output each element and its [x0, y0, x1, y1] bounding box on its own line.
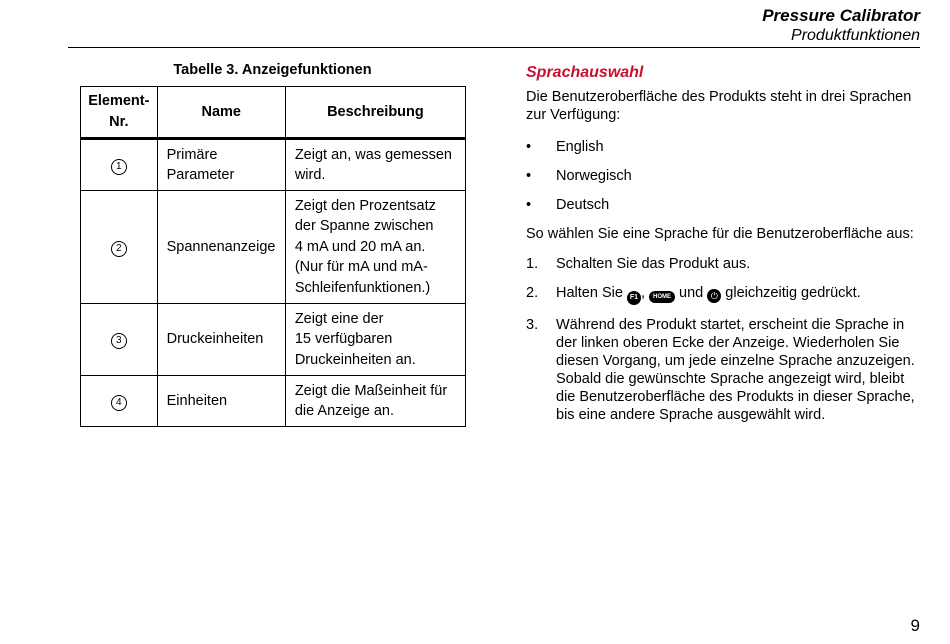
section-intro: Die Benutzeroberfläche des Produkts steht in drei Sprachen zur Verfügung: — [526, 89, 912, 123]
circled-number-icon: 4 — [111, 395, 127, 411]
table-caption: Tabelle 3. Anzeigefunktionen — [173, 62, 372, 78]
page-number: 9 — [910, 616, 920, 635]
element-number — [81, 376, 158, 427]
element-number — [81, 304, 158, 376]
desc-line: 15 verfügbaren — [294, 331, 393, 348]
desc-line: wird. — [294, 167, 326, 183]
section-heading: Sprachauswahl — [526, 64, 644, 81]
step-text: Halten Sie — [556, 285, 623, 301]
table-row — [81, 304, 466, 376]
element-number — [81, 139, 158, 191]
desc-line: die Anzeige an. — [294, 403, 394, 419]
table-row — [81, 191, 466, 304]
header-nr-label: Nr. — [109, 114, 129, 130]
element-name — [157, 376, 285, 427]
list-item — [526, 138, 926, 156]
home-key-icon: HOME — [649, 291, 675, 303]
name-line: Parameter — [166, 167, 235, 183]
step-number: 3. — [526, 317, 539, 333]
table-row — [81, 139, 466, 191]
list-item — [526, 167, 926, 185]
display-functions-table — [80, 86, 466, 427]
bullet-icon: • — [526, 168, 532, 184]
step-number: 2. — [526, 285, 539, 301]
element-description — [285, 139, 465, 191]
step-text: Während des Produkt startet, erscheint die Sprache in der linken oberen Ecke der Anzeige. Wiederholen Sie diesen Vorgang, um jede einzelne Sprache anzuzeigen. Sobald die gewünschte Sprache angezeigt wird, bleibt die Benutzeroberfläche des Produkts in dieser Sprache, bis eine andere Sprache ausgewählt wird. — [556, 317, 915, 423]
header-title: Pressure Calibrator — [762, 6, 920, 25]
element-name — [157, 304, 285, 376]
bullet-icon: • — [526, 197, 532, 213]
element-name — [157, 191, 285, 304]
circled-number-icon: 2 — [111, 241, 127, 257]
desc-line: Schleifenfunktionen.) — [294, 279, 431, 296]
desc-line: Zeigt den Prozentsatz — [294, 197, 436, 214]
language-section — [526, 64, 926, 435]
header-name: Name — [157, 87, 285, 139]
step-text: Schalten Sie das Produkt aus. — [556, 256, 751, 272]
circled-number-icon: 3 — [111, 333, 127, 349]
language-german: Deutsch — [556, 197, 610, 213]
table-row — [81, 376, 466, 427]
header-description: Beschreibung — [285, 87, 465, 139]
header-subtitle: Produktfunktionen — [791, 27, 920, 44]
name-line: Druckeinheiten — [166, 331, 264, 348]
name-line: Primäre — [166, 146, 218, 163]
step-number: 1. — [526, 256, 539, 272]
step-item — [526, 284, 926, 305]
step-text: gleichzeitig gedrückt. — [725, 285, 861, 301]
language-english: English — [556, 139, 604, 155]
element-description — [285, 191, 465, 304]
element-number — [81, 191, 158, 304]
desc-line: (Nur für mA und mA- — [294, 259, 428, 276]
desc-line: 4 mA und 20 mA an. — [294, 238, 426, 255]
name-line: Spannenanzeige — [166, 238, 276, 255]
desc-line: Zeigt an, was gemessen — [294, 146, 452, 163]
power-key-icon: ⏻ — [707, 289, 721, 303]
desc-line: Zeigt die Maßeinheit für — [294, 382, 448, 399]
desc-line: der Spanne zwischen — [294, 218, 434, 235]
table-header-row — [81, 87, 466, 139]
header-rule — [68, 47, 920, 48]
element-name — [157, 139, 285, 191]
desc-line: Zeigt eine der — [294, 310, 384, 327]
step-text: , — [640, 285, 645, 301]
element-description — [285, 304, 465, 376]
howto-text: So wählen Sie eine Sprache für die Benutzeroberfläche aus: — [526, 226, 914, 242]
header-element-label: Element- — [88, 93, 150, 109]
step-text: und — [679, 285, 704, 301]
element-description — [285, 376, 465, 427]
circled-number-icon: 1 — [111, 159, 127, 175]
f1-key-icon: F1 — [627, 291, 641, 305]
step-item — [526, 255, 926, 273]
bullet-icon: • — [526, 139, 532, 155]
desc-line: Druckeinheiten an. — [294, 351, 416, 368]
step-item — [526, 316, 926, 424]
list-item — [526, 196, 926, 214]
language-norwegian: Norwegisch — [556, 168, 632, 184]
header-element-nr — [81, 87, 158, 139]
name-line: Einheiten — [166, 392, 228, 409]
